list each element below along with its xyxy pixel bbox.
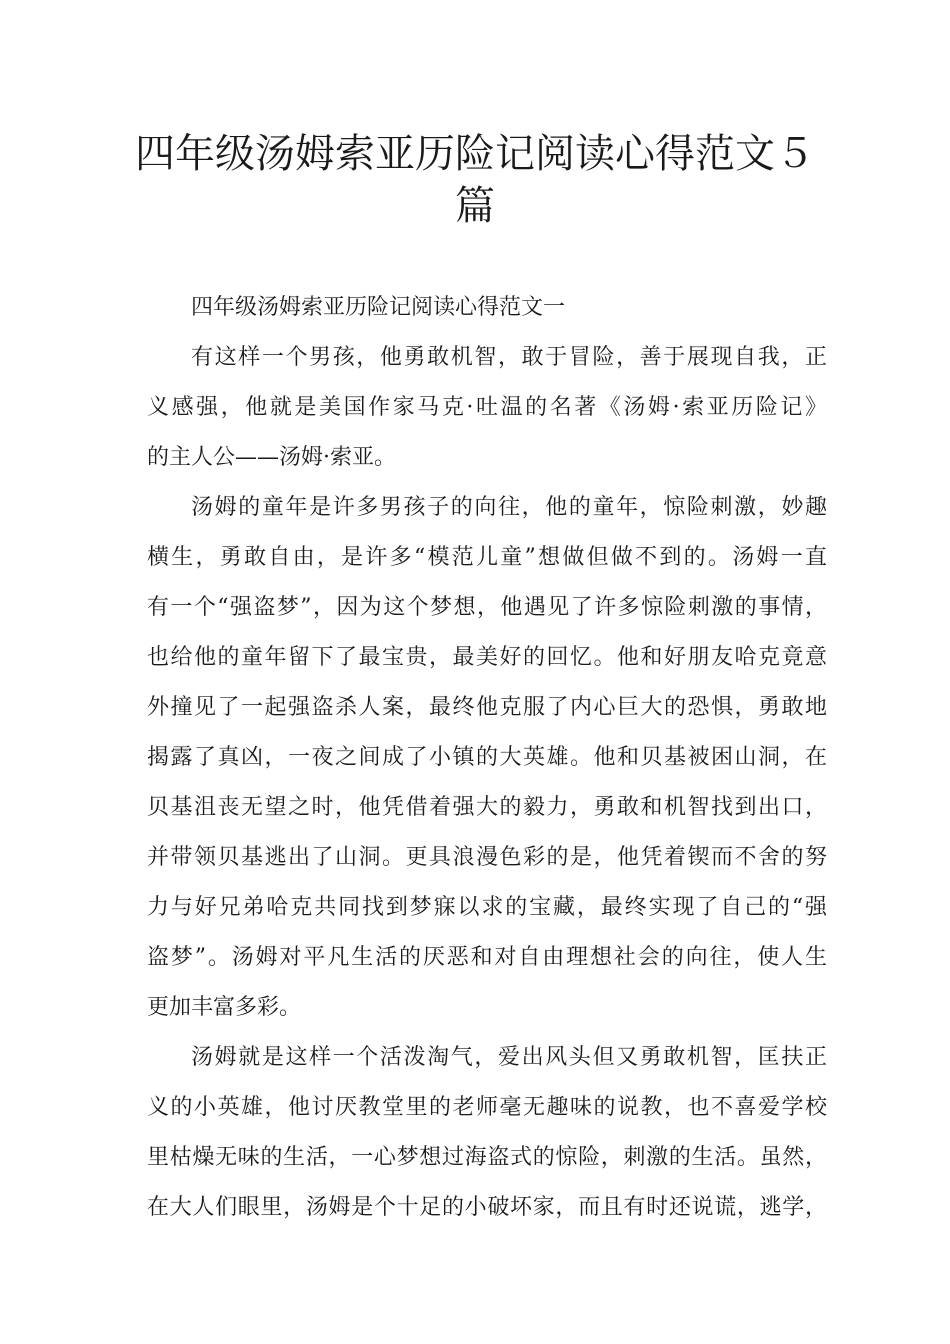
- title-line-2: 篇: [455, 183, 495, 229]
- page-title: [120, 128, 830, 232]
- paragraph-line: 横生，勇敢自由，是许多“模范儿童”想做但做不到的。汤姆一直: [147, 545, 827, 570]
- paragraph-line: 在大人们眼里，汤姆是个十足的小破坏家，而且有时还说谎，逃学，: [147, 1195, 827, 1220]
- paragraph-line: 有这样一个男孩，他勇敢机智，敢于冒险，善于展现自我，正: [191, 345, 827, 370]
- paragraph-line: 也给他的童年留下了最宝贵，最美好的回忆。他和好朋友哈克竟意: [147, 645, 827, 670]
- document-body: [147, 283, 827, 1233]
- paragraph-line: 外撞见了一起强盗杀人案，最终他克服了内心巨大的恐惧，勇敢地: [147, 695, 827, 720]
- title-line-1: 四年级汤姆索亚历险记阅读心得范文５: [135, 131, 815, 177]
- paragraph-line: 并带领贝基逃出了山洞。更具浪漫色彩的是，他凭着锲而不舍的努: [147, 845, 827, 870]
- paragraph-line: 的主人公——汤姆·索亚。: [147, 445, 396, 470]
- paragraph-line: 贝基沮丧无望之时，他凭借着强大的毅力，勇敢和机智找到出口，: [147, 795, 827, 820]
- paragraph-line: 义感强，他就是美国作家马克·吐温的名著《汤姆·索亚历险记》: [147, 395, 827, 420]
- paragraph-3: [147, 1033, 827, 1233]
- paragraph-line: 有一个“强盗梦”，因为这个梦想，他遇见了许多惊险刺激的事情，: [147, 595, 827, 620]
- paragraph-line: 义的小英雄，他讨厌教堂里的老师毫无趣味的说教，也不喜爱学校: [147, 1095, 827, 1120]
- paragraph-line: 更加丰富多彩。: [147, 995, 302, 1020]
- paragraph-line: 盗梦”。汤姆对平凡生活的厌恶和对自由理想社会的向往，使人生: [147, 945, 827, 970]
- section-heading: 四年级汤姆索亚历险记阅读心得范文一: [191, 295, 566, 320]
- paragraph-line: 汤姆的童年是许多男孩子的向往，他的童年，惊险刺激，妙趣: [191, 495, 827, 520]
- paragraph-line: 汤姆就是这样一个活泼淘气，爱出风头但又勇敢机智，匡扶正: [191, 1045, 827, 1070]
- paragraph-2: [147, 483, 827, 1033]
- paragraph-line: 力与好兄弟哈克共同找到梦寐以求的宝藏，最终实现了自己的“强: [147, 895, 827, 920]
- paragraph-1: [147, 333, 827, 483]
- paragraph-line: 里枯燥无味的生活，一心梦想过海盗式的惊险，刺激的生活。虽然，: [147, 1145, 827, 1170]
- paragraph-line: 揭露了真凶，一夜之间成了小镇的大英雄。他和贝基被困山洞，在: [147, 745, 827, 770]
